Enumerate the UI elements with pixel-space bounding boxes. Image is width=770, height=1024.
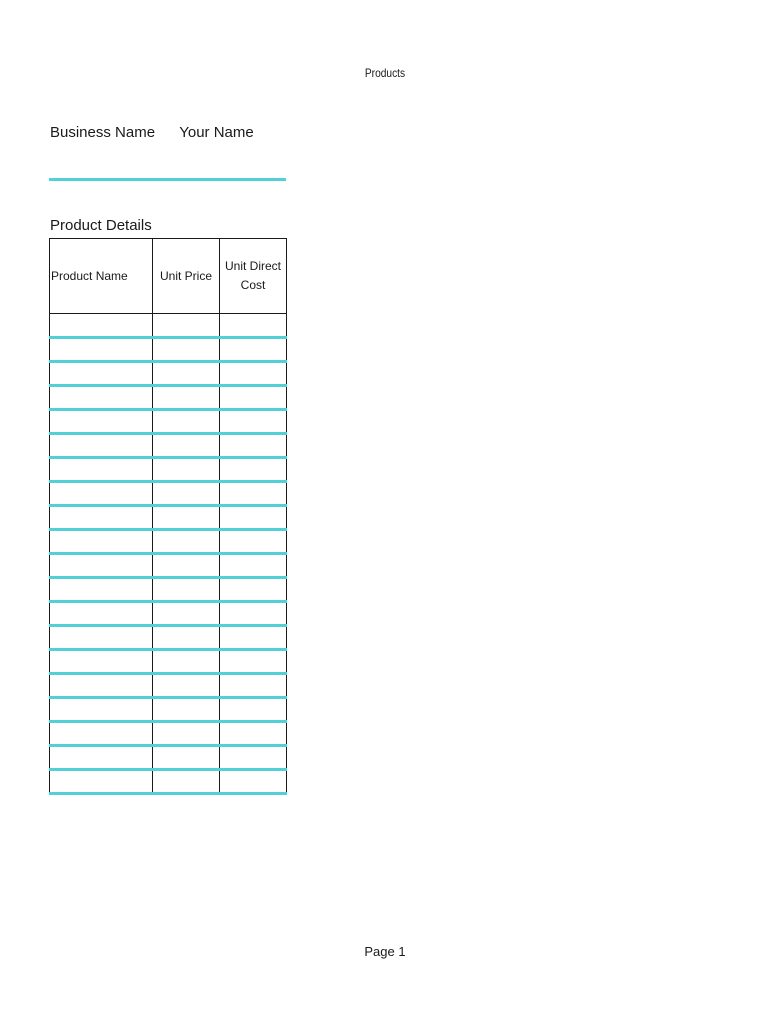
- cell-unit-direct-cost[interactable]: [220, 650, 287, 674]
- cell-unit-price[interactable]: [153, 578, 220, 602]
- product-details-table: [49, 238, 287, 795]
- column-header-product-name: Product Name: [50, 239, 153, 314]
- cell-product-name[interactable]: [50, 458, 153, 482]
- cell-product-name[interactable]: [50, 434, 153, 458]
- cell-unit-price[interactable]: [153, 458, 220, 482]
- cell-unit-price[interactable]: [153, 530, 220, 554]
- cell-unit-price[interactable]: [153, 650, 220, 674]
- cell-product-name[interactable]: [50, 746, 153, 770]
- cell-unit-direct-cost[interactable]: [220, 770, 287, 794]
- column-header-unit-price: Unit Price: [153, 239, 220, 314]
- cell-unit-price[interactable]: [153, 674, 220, 698]
- table-row: [50, 626, 287, 650]
- table-row: [50, 458, 287, 482]
- cell-unit-direct-cost[interactable]: [220, 458, 287, 482]
- cell-unit-price[interactable]: [153, 410, 220, 434]
- cell-unit-price[interactable]: [153, 434, 220, 458]
- cell-unit-direct-cost[interactable]: [220, 674, 287, 698]
- cell-product-name[interactable]: [50, 722, 153, 746]
- table-row: [50, 722, 287, 746]
- table-row: [50, 410, 287, 434]
- cell-product-name[interactable]: [50, 650, 153, 674]
- cell-unit-price[interactable]: [153, 722, 220, 746]
- cell-unit-price[interactable]: [153, 386, 220, 410]
- cell-product-name[interactable]: [50, 362, 153, 386]
- business-row: [50, 124, 254, 141]
- cell-unit-price[interactable]: [153, 554, 220, 578]
- cell-product-name[interactable]: [50, 626, 153, 650]
- table-row: [50, 434, 287, 458]
- table-row: [50, 386, 287, 410]
- cell-product-name[interactable]: [50, 338, 153, 362]
- table-row: [50, 698, 287, 722]
- table-row: [50, 770, 287, 794]
- cell-product-name[interactable]: [50, 314, 153, 338]
- cell-product-name[interactable]: [50, 482, 153, 506]
- table-row: [50, 482, 287, 506]
- cell-unit-price[interactable]: [153, 506, 220, 530]
- table-row: [50, 314, 287, 338]
- page-header-title: Products: [364, 66, 406, 80]
- table-header-row: [50, 239, 287, 314]
- cell-unit-direct-cost[interactable]: [220, 602, 287, 626]
- cell-product-name[interactable]: [50, 530, 153, 554]
- table-row: [50, 650, 287, 674]
- table-row: [50, 530, 287, 554]
- table-row: [50, 578, 287, 602]
- cell-product-name[interactable]: [50, 506, 153, 530]
- cell-unit-direct-cost[interactable]: [220, 314, 287, 338]
- cell-unit-price[interactable]: [153, 626, 220, 650]
- cell-unit-direct-cost[interactable]: [220, 554, 287, 578]
- table-body: [50, 314, 287, 794]
- cell-unit-direct-cost[interactable]: [220, 722, 287, 746]
- cell-unit-price[interactable]: [153, 482, 220, 506]
- cell-product-name[interactable]: [50, 674, 153, 698]
- cell-unit-direct-cost[interactable]: [220, 698, 287, 722]
- cell-unit-direct-cost[interactable]: [220, 434, 287, 458]
- column-header-unit-direct-cost: Unit Direct Cost: [220, 239, 287, 314]
- cell-product-name[interactable]: [50, 602, 153, 626]
- cell-unit-price[interactable]: [153, 698, 220, 722]
- business-name-label: Business Name: [50, 124, 156, 141]
- cell-unit-direct-cost[interactable]: [220, 482, 287, 506]
- cell-unit-price[interactable]: [153, 770, 220, 794]
- cell-product-name[interactable]: [50, 698, 153, 722]
- cell-product-name[interactable]: [50, 554, 153, 578]
- cell-unit-direct-cost[interactable]: [220, 530, 287, 554]
- cell-product-name[interactable]: [50, 386, 153, 410]
- cell-unit-price[interactable]: [153, 338, 220, 362]
- cell-unit-direct-cost[interactable]: [220, 410, 287, 434]
- cell-product-name[interactable]: [50, 410, 153, 434]
- table-row: [50, 746, 287, 770]
- cell-unit-price[interactable]: [153, 746, 220, 770]
- accent-divider: [49, 178, 286, 181]
- cell-product-name[interactable]: [50, 578, 153, 602]
- table-row: [50, 554, 287, 578]
- table-row: [50, 506, 287, 530]
- business-name-value[interactable]: Your Name: [179, 124, 254, 141]
- cell-unit-direct-cost[interactable]: [220, 506, 287, 530]
- cell-unit-direct-cost[interactable]: [220, 746, 287, 770]
- cell-unit-direct-cost[interactable]: [220, 338, 287, 362]
- table-row: [50, 602, 287, 626]
- cell-unit-direct-cost[interactable]: [220, 362, 287, 386]
- page-number: Page 1: [364, 944, 406, 959]
- cell-unit-price[interactable]: [153, 314, 220, 338]
- table-row: [50, 362, 287, 386]
- table-row: [50, 674, 287, 698]
- cell-product-name[interactable]: [50, 770, 153, 794]
- cell-unit-price[interactable]: [153, 602, 220, 626]
- table-row: [50, 338, 287, 362]
- cell-unit-direct-cost[interactable]: [220, 578, 287, 602]
- cell-unit-direct-cost[interactable]: [220, 626, 287, 650]
- cell-unit-direct-cost[interactable]: [220, 386, 287, 410]
- section-title: Product Details: [50, 217, 152, 234]
- cell-unit-price[interactable]: [153, 362, 220, 386]
